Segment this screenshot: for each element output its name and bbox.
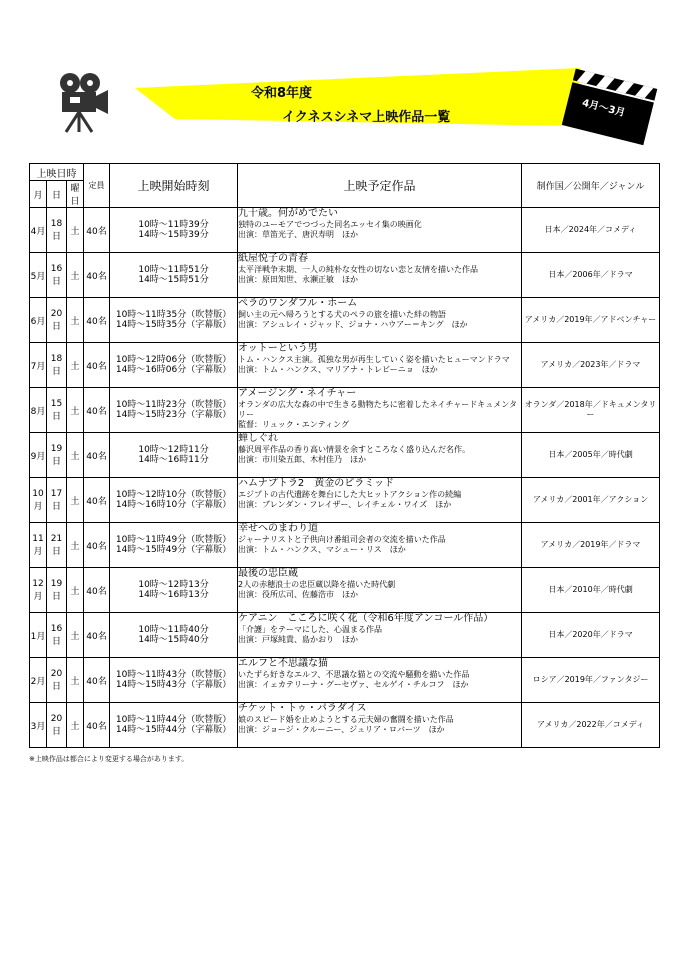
row-time-2: 14時～15時39分 (138, 230, 209, 240)
row-month: 4月 (30, 208, 47, 253)
row-time-1: 10時～11時35分（吹替版） (115, 310, 232, 320)
row-weekday: 土 (67, 523, 84, 568)
film-title: オットーという男 (238, 343, 318, 354)
row-info: アメリカ／2019年／ドラマ (522, 523, 660, 568)
row-times (110, 613, 238, 658)
header-info: 制作国／公開年／ジャンル (522, 164, 660, 208)
row-month: 8月 (30, 388, 47, 433)
film-description: いたずら好きなエルフ、不思議な猫との交流や騒動を描いた作品 (238, 670, 470, 679)
row-time-1: 10時～12時13分 (138, 580, 209, 590)
table-row (30, 568, 660, 613)
row-month: 2月 (30, 658, 47, 703)
row-day: 19日 (47, 433, 67, 478)
schedule-rows (30, 208, 660, 748)
row-weekday: 土 (67, 343, 84, 388)
row-weekday: 土 (67, 613, 84, 658)
film-description: 飼い主の元へ帰ろうとする犬のぺラの旅を描いた絆の物語 (238, 310, 447, 319)
table-row (30, 658, 660, 703)
film-description: 2人の赤穂浪士の忠臣蔵以降を描いた時代劇 (238, 580, 396, 589)
row-info: ロシア／2019年／ファンタジー (522, 658, 660, 703)
row-time-2: 14時～16時10分（字幕版） (115, 500, 232, 510)
movie-camera-icon (60, 73, 108, 132)
row-film (238, 658, 522, 703)
row-info: アメリカ／2001年／アクション (522, 478, 660, 523)
row-film (238, 253, 522, 298)
film-description: 娘のスピード婚を止めようとする元夫婦の奮闘を描いた作品 (238, 715, 454, 724)
film-cast: 出演：草笛光子、唐沢寿明 ほか (238, 230, 359, 239)
header-start-time: 上映開始時刻 (110, 164, 238, 208)
table-row (30, 433, 660, 478)
row-times (110, 208, 238, 253)
row-weekday: 土 (67, 208, 84, 253)
table-row (30, 523, 660, 568)
row-day: 20日 (47, 703, 67, 748)
row-day: 18日 (47, 343, 67, 388)
row-times (110, 568, 238, 613)
row-time-2: 14時～15時35分（字幕版） (115, 320, 232, 330)
row-film (238, 523, 522, 568)
row-info: オランダ／2018年／ドキュメンタリー (522, 388, 660, 433)
table-row (30, 703, 660, 748)
header-film: 上映予定作品 (238, 164, 522, 208)
film-cast: 出演：ジョージ・クルーニー、ジュリア・ロバーツ ほか (238, 725, 445, 734)
row-capacity: 40名 (84, 208, 110, 253)
film-title: 最後の忠臣蔵 (238, 568, 299, 579)
row-time-1: 10時～11時51分 (138, 265, 209, 275)
row-film (238, 298, 522, 343)
row-day: 20日 (47, 658, 67, 703)
header-month: 月 (30, 181, 47, 208)
header-capacity: 定員 (84, 164, 110, 208)
row-time-1: 10時～12時11分 (138, 445, 209, 455)
row-day: 18日 (47, 208, 67, 253)
row-day: 16日 (47, 253, 67, 298)
row-film (238, 613, 522, 658)
row-info: 日本／2005年／時代劇 (522, 433, 660, 478)
film-cast: 出演：アシュレイ・ジャッド、ジョナ・ハウアー＝キング ほか (238, 320, 468, 329)
row-capacity: 40名 (84, 523, 110, 568)
film-title: ハムナプトラ2 黄金のピラミッド (238, 478, 394, 489)
row-month: 10月 (30, 478, 47, 523)
row-weekday: 土 (67, 658, 84, 703)
film-title: 九十歳。何がめでたい (238, 208, 339, 219)
row-film (238, 433, 522, 478)
row-month: 6月 (30, 298, 47, 343)
row-day: 15日 (47, 388, 67, 433)
row-weekday: 土 (67, 433, 84, 478)
row-weekday: 土 (67, 253, 84, 298)
row-month: 1月 (30, 613, 47, 658)
header-day: 日 (47, 181, 67, 208)
header-weekday: 曜日 (67, 181, 84, 208)
row-time-1: 10時～11時49分（吹替版） (115, 535, 232, 545)
row-weekday: 土 (67, 388, 84, 433)
row-day: 19日 (47, 568, 67, 613)
row-capacity: 40名 (84, 298, 110, 343)
table-row (30, 613, 660, 658)
row-info: アメリカ／2023年／ドラマ (522, 343, 660, 388)
row-info: 日本／2020年／ドラマ (522, 613, 660, 658)
row-info: アメリカ／2022年／コメディ (522, 703, 660, 748)
header-date-group: 上映日時 (30, 164, 84, 181)
months-label: 4月～3月 (580, 97, 627, 120)
film-title: 幸せへのまわり道 (238, 523, 319, 534)
film-cast: 出演：戸塚純貴、島かおり ほか (238, 635, 359, 644)
row-day: 16日 (47, 613, 67, 658)
row-film (238, 478, 522, 523)
table-row (30, 208, 660, 253)
film-title: チケット・トゥ・パラダイス (238, 703, 367, 714)
page-header (0, 0, 690, 150)
row-film (238, 568, 522, 613)
film-title: ぺラのワンダフル・ホーム (238, 298, 358, 309)
row-day: 21日 (47, 523, 67, 568)
row-weekday: 土 (67, 478, 84, 523)
table-row (30, 478, 660, 523)
row-times (110, 658, 238, 703)
row-times (110, 388, 238, 433)
row-info: アメリカ／2019年／アドベンチャー (522, 298, 660, 343)
row-capacity: 40名 (84, 343, 110, 388)
row-times (110, 343, 238, 388)
row-info: 日本／2010年／時代劇 (522, 568, 660, 613)
film-title: ケアニン こころに咲く花（令和6年度アンコール作品） (238, 613, 494, 624)
film-cast: 監督：リュック・エンティング (238, 420, 349, 429)
row-time-2: 14時～15時23分（字幕版） (115, 410, 232, 420)
row-time-1: 10時～11時44分（吹替版） (115, 715, 232, 725)
film-cast: 出演：ブレンダン・フレイザー、レイチェル・ワイズ ほか (238, 500, 452, 509)
film-description: エジプトの古代遺跡を舞台にした大ヒットアクション作の続編 (238, 490, 462, 499)
row-times (110, 703, 238, 748)
row-time-2: 14時～15時44分（字幕版） (115, 725, 232, 735)
row-weekday: 土 (67, 298, 84, 343)
film-title: 紙屋悦子の青春 (238, 253, 309, 264)
row-capacity: 40名 (84, 478, 110, 523)
row-month: 5月 (30, 253, 47, 298)
row-time-2: 14時～15時51分 (138, 275, 209, 285)
row-time-1: 10時～12時10分（吹替版） (115, 490, 232, 500)
schedule-table (29, 163, 660, 748)
row-info: 日本／2006年／ドラマ (522, 253, 660, 298)
film-cast: 出演：原田知世、永瀬正敏 ほか (238, 275, 359, 284)
row-time-2: 14時～15時43分（字幕版） (115, 680, 232, 690)
row-month: 7月 (30, 343, 47, 388)
row-capacity: 40名 (84, 388, 110, 433)
row-time-2: 14時～15時49分（字幕版） (115, 545, 232, 555)
row-month: 9月 (30, 433, 47, 478)
table-row (30, 343, 660, 388)
film-cast: 出演：役所広司、佐藤浩市 ほか (238, 590, 359, 599)
row-time-2: 14時～16時11分 (138, 455, 209, 465)
row-weekday: 土 (67, 568, 84, 613)
film-description: ジャーナリストと子供向け番組司会者の交流を描いた作品 (238, 535, 446, 544)
row-times (110, 478, 238, 523)
film-cast: 出演：トム・ハンクス、マリアナ・トレビーニョ ほか (238, 365, 438, 374)
row-info: 日本／2024年／コメディ (522, 208, 660, 253)
row-time-1: 10時～11時43分（吹替版） (115, 670, 232, 680)
row-day: 17日 (47, 478, 67, 523)
row-film (238, 208, 522, 253)
film-description: トム・ハンクス主演。孤独な男が再生していく姿を描いたヒューマンドラマ (238, 355, 510, 364)
row-time-1: 10時～11時39分 (138, 220, 209, 230)
table-row (30, 388, 660, 433)
row-film (238, 388, 522, 433)
row-time-1: 10時～11時40分 (138, 625, 209, 635)
row-time-2: 14時～16時06分（字幕版） (115, 365, 232, 375)
row-day: 20日 (47, 298, 67, 343)
film-description: 太平洋戦争末期、一人の純朴な女性の切ない恋と友情を描いた作品 (238, 265, 479, 274)
row-weekday: 土 (67, 703, 84, 748)
row-times (110, 298, 238, 343)
row-times (110, 433, 238, 478)
row-month: 11月 (30, 523, 47, 568)
row-month: 3月 (30, 703, 47, 748)
film-cast: 出演：イェカテリーナ・グーセヴァ、セルゲイ・チルコフ ほか (238, 680, 469, 689)
film-description: 藤沢周平作品の香り高い情景を余すところなく盛り込んだ名作。 (238, 445, 471, 454)
row-film (238, 703, 522, 748)
film-title: エルフと不思議な猫 (238, 658, 329, 669)
footnote: ※上映作品は都合により変更する場合があります。 (29, 755, 189, 763)
film-cast: 出演：市川染五郎、木村佳乃 ほか (238, 455, 367, 464)
film-title: アメージング・ネイチャー (238, 388, 357, 399)
film-description: 「介護」をテーマにした、心温まる作品 (238, 625, 383, 634)
title-year: 令和8年度 (251, 86, 313, 101)
table-row (30, 298, 660, 343)
row-time-2: 14時～16時13分 (138, 590, 209, 600)
row-capacity: 40名 (84, 613, 110, 658)
film-title: 蝉しぐれ (238, 433, 279, 444)
row-month: 12月 (30, 568, 47, 613)
film-description: 独特のユーモアでつづった同名エッセイ集の映画化 (238, 220, 422, 229)
film-cast: 出演：トム・ハンクス、マシュー・リス ほか (238, 545, 406, 554)
row-film (238, 343, 522, 388)
row-time-2: 14時～15時40分 (138, 635, 209, 645)
row-time-1: 10時～11時23分（吹替版） (115, 400, 232, 410)
row-capacity: 40名 (84, 568, 110, 613)
table-row (30, 253, 660, 298)
header-graphics (0, 0, 690, 150)
row-times (110, 523, 238, 568)
title-main: イクネスシネマ上映作品一覧 (282, 110, 451, 125)
row-capacity: 40名 (84, 433, 110, 478)
row-capacity: 40名 (84, 253, 110, 298)
row-capacity: 40名 (84, 658, 110, 703)
row-times (110, 253, 238, 298)
row-time-1: 10時～12時06分（吹替版） (115, 355, 232, 365)
film-description: オランダの広大な森の中で生きる動物たちに密着したネイチャードキュメンタリー (238, 400, 517, 419)
row-capacity: 40名 (84, 703, 110, 748)
